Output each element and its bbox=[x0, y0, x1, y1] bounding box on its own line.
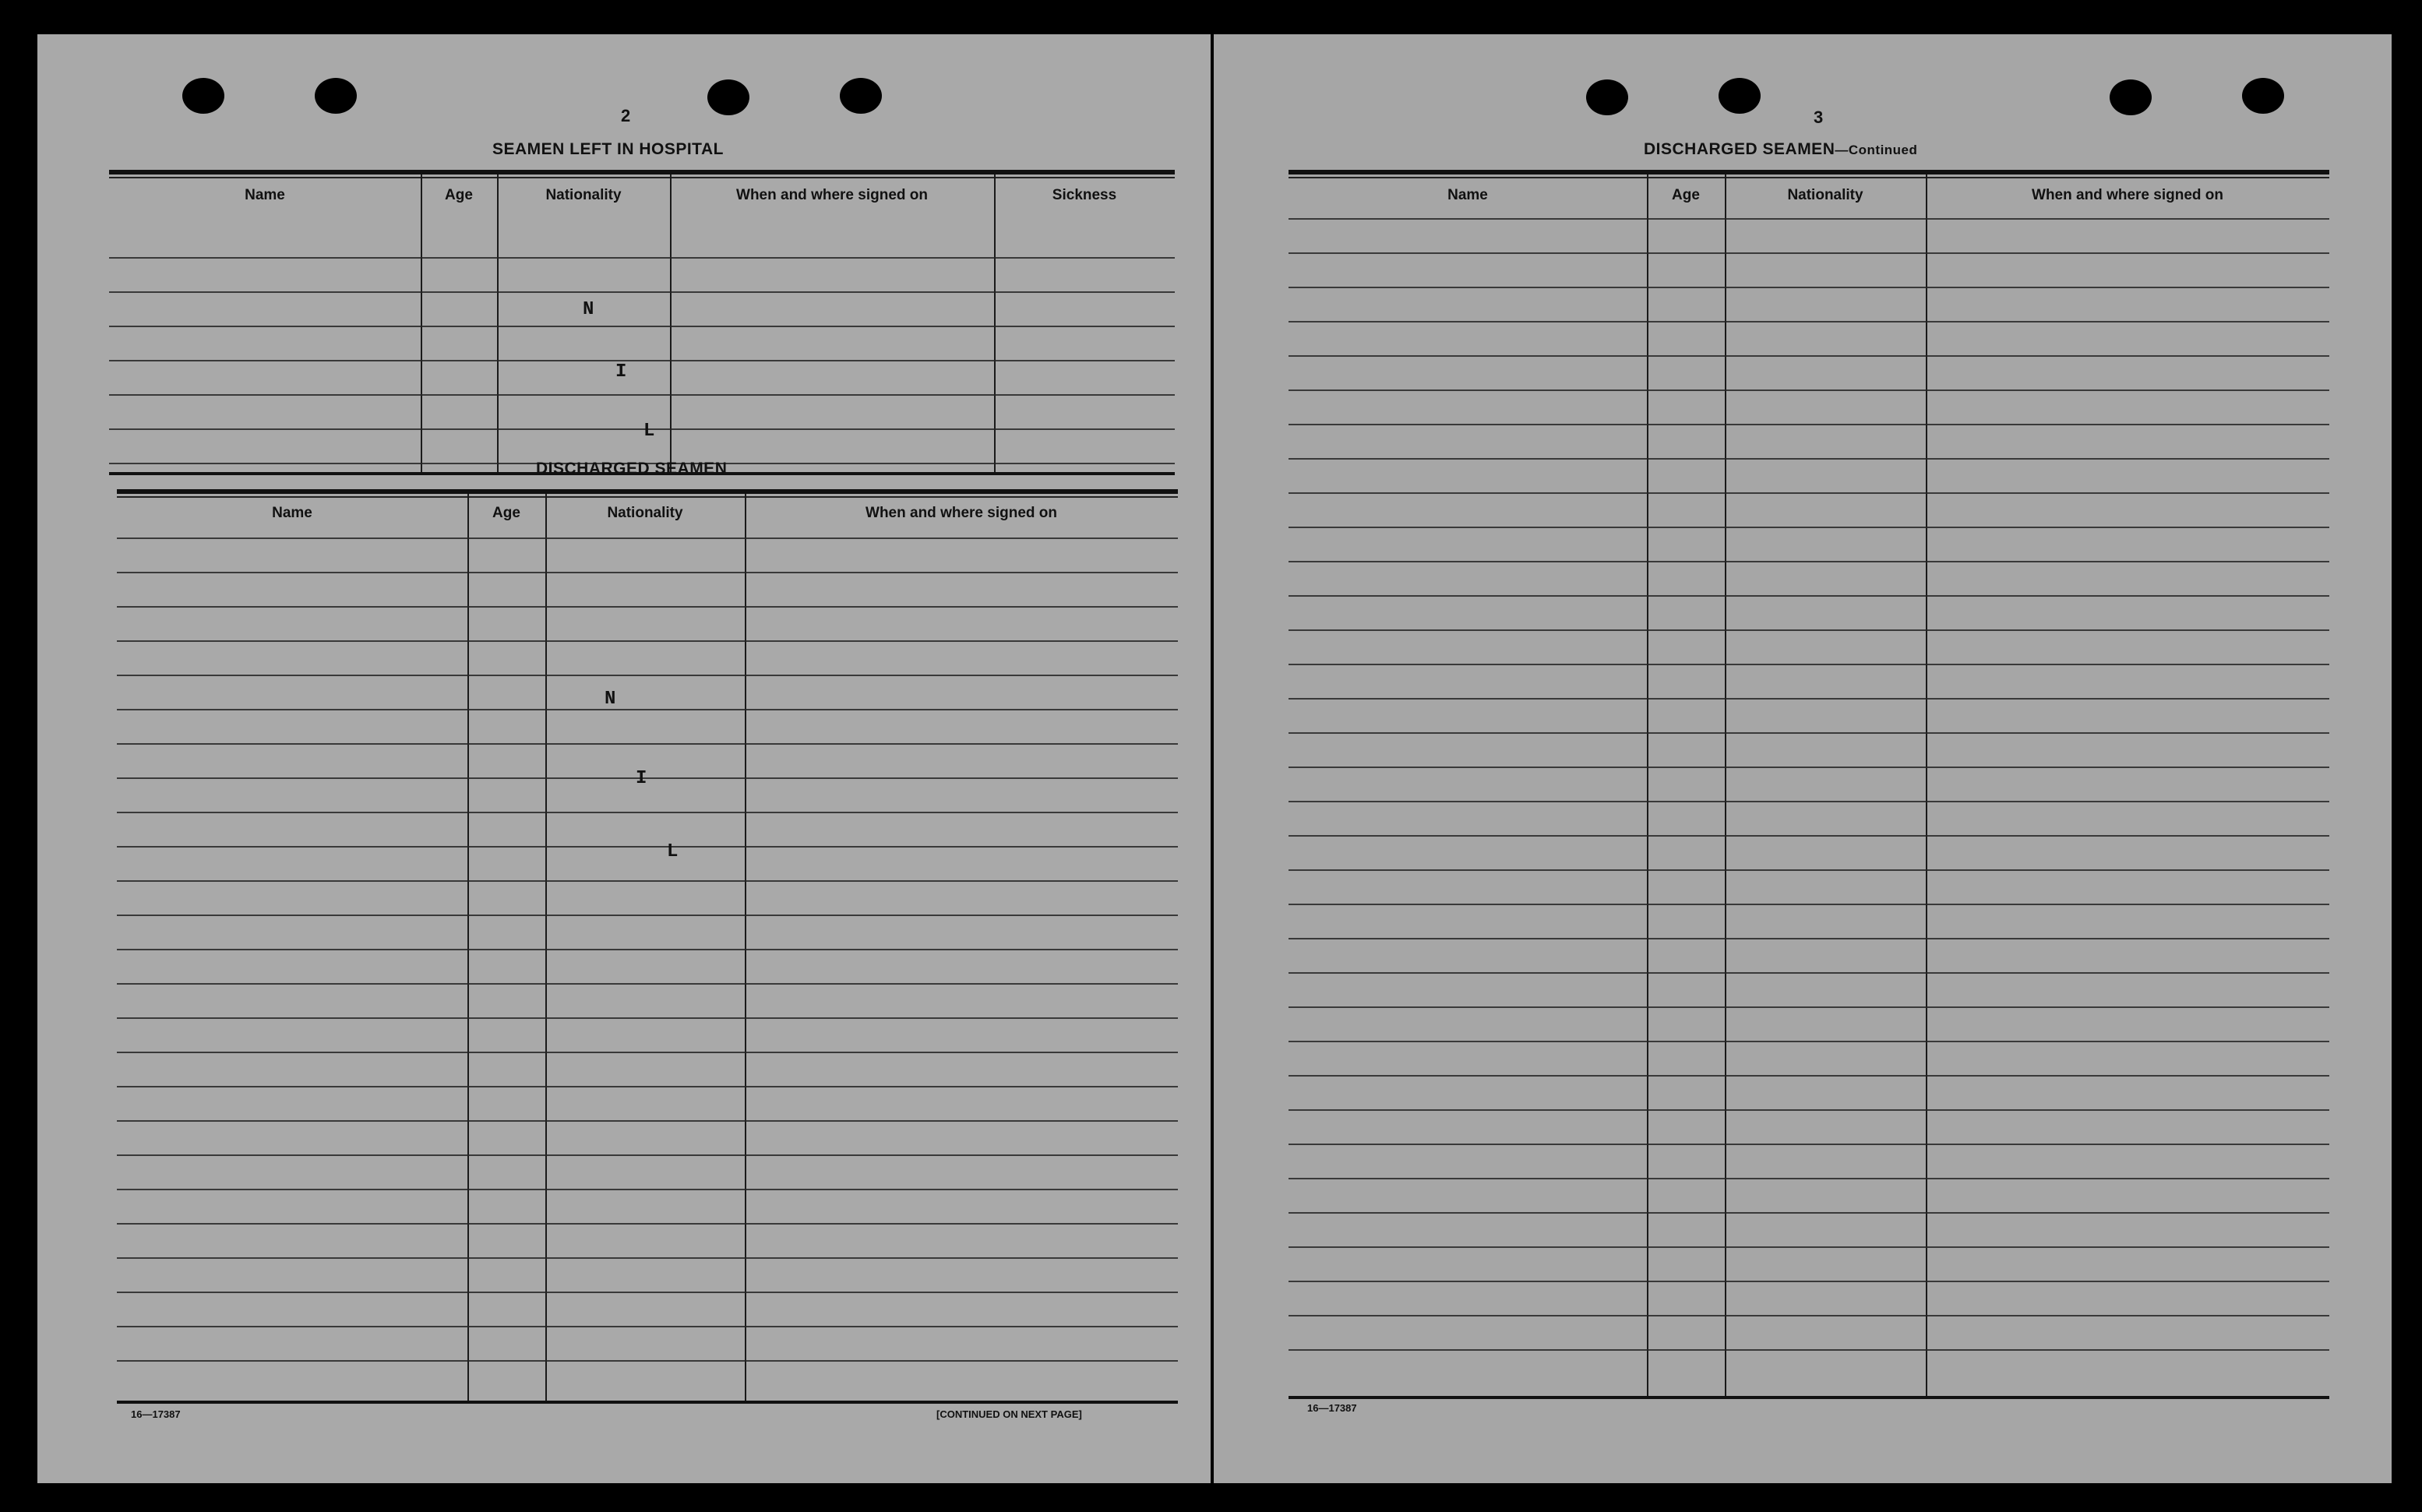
punch-hole bbox=[707, 79, 749, 115]
punch-hole bbox=[840, 78, 882, 114]
discharged-table bbox=[117, 489, 1178, 1436]
col-header-name: Name bbox=[272, 505, 312, 521]
col-header-name: Name bbox=[245, 187, 285, 203]
punch-hole bbox=[2242, 78, 2284, 114]
hospital-table bbox=[109, 170, 1175, 477]
col-header-signed-on: When and where signed on bbox=[736, 187, 928, 203]
page-number: 3 bbox=[1814, 107, 1824, 127]
entry-i: I bbox=[615, 361, 627, 382]
form-number: 16—17387 bbox=[131, 1408, 181, 1420]
left-page bbox=[37, 34, 1211, 1483]
section-title-discharged-continued bbox=[1644, 140, 1917, 159]
form-number: 16—17387 bbox=[1307, 1402, 1357, 1414]
col-header-age: Age bbox=[492, 505, 520, 521]
punch-hole bbox=[2110, 79, 2152, 115]
col-header-age: Age bbox=[1672, 187, 1700, 203]
col-header-name: Name bbox=[1447, 187, 1488, 203]
punch-hole bbox=[182, 78, 224, 114]
page-number: 2 bbox=[621, 106, 631, 125]
col-header-sickness: Sickness bbox=[1052, 187, 1117, 203]
entry-n: N bbox=[583, 299, 594, 320]
section-title-hospital: SEAMEN LEFT IN HOSPITAL bbox=[492, 140, 724, 158]
entry-l: L bbox=[643, 421, 655, 442]
punch-hole bbox=[1586, 79, 1628, 115]
punch-hole bbox=[1719, 78, 1761, 114]
col-header-nationality: Nationality bbox=[1787, 187, 1863, 203]
col-header-signed-on: When and where signed on bbox=[866, 505, 1057, 521]
col-header-nationality: Nationality bbox=[545, 187, 622, 203]
col-header-signed-on: When and where signed on bbox=[2032, 187, 2223, 203]
entry-i: I bbox=[636, 768, 647, 789]
continued-note: [CONTINUED ON NEXT PAGE] bbox=[936, 1408, 1082, 1420]
entry-n: N bbox=[605, 689, 616, 710]
punch-hole bbox=[315, 78, 357, 114]
section-title-discharged: DISCHARGED SEAMEN bbox=[536, 460, 728, 478]
right-page bbox=[1214, 34, 2392, 1483]
entry-l: L bbox=[667, 841, 679, 862]
discharged-continued-table bbox=[1289, 170, 2329, 1432]
col-header-age: Age bbox=[445, 187, 473, 203]
section-title-text: DISCHARGED SEAMEN bbox=[1644, 140, 1835, 158]
col-header-nationality: Nationality bbox=[607, 505, 683, 521]
section-title-suffix: —Continued bbox=[1835, 143, 1918, 157]
